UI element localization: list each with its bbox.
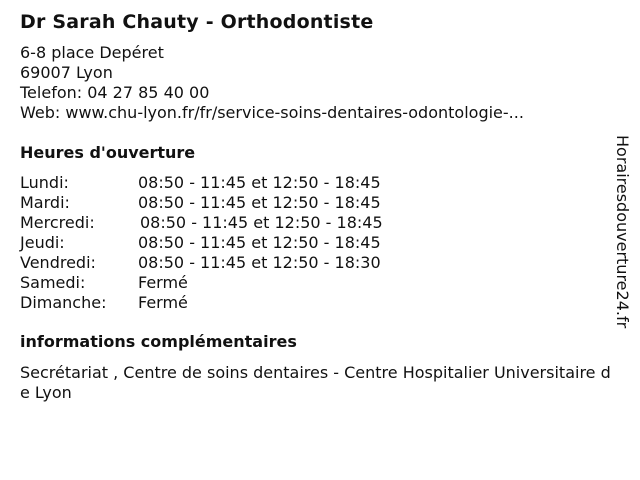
city-postal: 69007 Lyon xyxy=(20,63,113,82)
time-value: 08:50 - 11:45 et 12:50 - 18:45 xyxy=(138,193,381,212)
day-label: Lundi: xyxy=(20,173,69,192)
opening-hours-table xyxy=(20,173,612,313)
time-value: 08:50 - 11:45 et 12:50 - 18:45 xyxy=(138,173,381,192)
hours-heading: Heures d'ouverture xyxy=(20,143,196,162)
watermark-text: Horairesdouverture24.fr xyxy=(613,135,632,329)
address-block xyxy=(20,43,612,123)
hours-row-wednesday xyxy=(20,213,612,233)
hours-row-saturday xyxy=(20,273,612,293)
hours-row-sunday xyxy=(20,293,612,313)
watermark xyxy=(613,135,633,350)
time-value: Fermé xyxy=(138,293,188,312)
time-value: 08:50 - 11:45 et 12:50 - 18:45 xyxy=(140,213,383,232)
day-label: Jeudi: xyxy=(20,233,65,252)
day-label: Vendredi: xyxy=(20,253,96,272)
hours-row-friday xyxy=(20,253,612,273)
page-title: Dr Sarah Chauty - Orthodontiste xyxy=(20,11,374,33)
website-link[interactable]: Web: www.chu-lyon.fr/fr/service-soins-dentaires-odontologie-... xyxy=(20,103,524,122)
day-label: Mardi: xyxy=(20,193,70,212)
hours-row-monday xyxy=(20,173,612,193)
time-value: Fermé xyxy=(138,273,188,292)
day-label: Mercredi: xyxy=(20,213,95,232)
hours-row-thursday xyxy=(20,233,612,253)
info-description: Secrétariat , Centre de soins dentaires - Centre Hospitalier Universitaire de Lyon xyxy=(20,363,611,402)
time-value: 08:50 - 11:45 et 12:50 - 18:45 xyxy=(138,233,381,252)
business-card xyxy=(20,10,612,403)
day-label: Dimanche: xyxy=(20,293,107,312)
phone-number[interactable]: Telefon: 04 27 85 40 00 xyxy=(20,83,210,102)
street-address: 6-8 place Depéret xyxy=(20,43,164,62)
day-label: Samedi: xyxy=(20,273,86,292)
info-heading: informations complémentaires xyxy=(20,332,297,351)
time-value: 08:50 - 11:45 et 12:50 - 18:30 xyxy=(138,253,381,272)
hours-row-tuesday xyxy=(20,193,612,213)
